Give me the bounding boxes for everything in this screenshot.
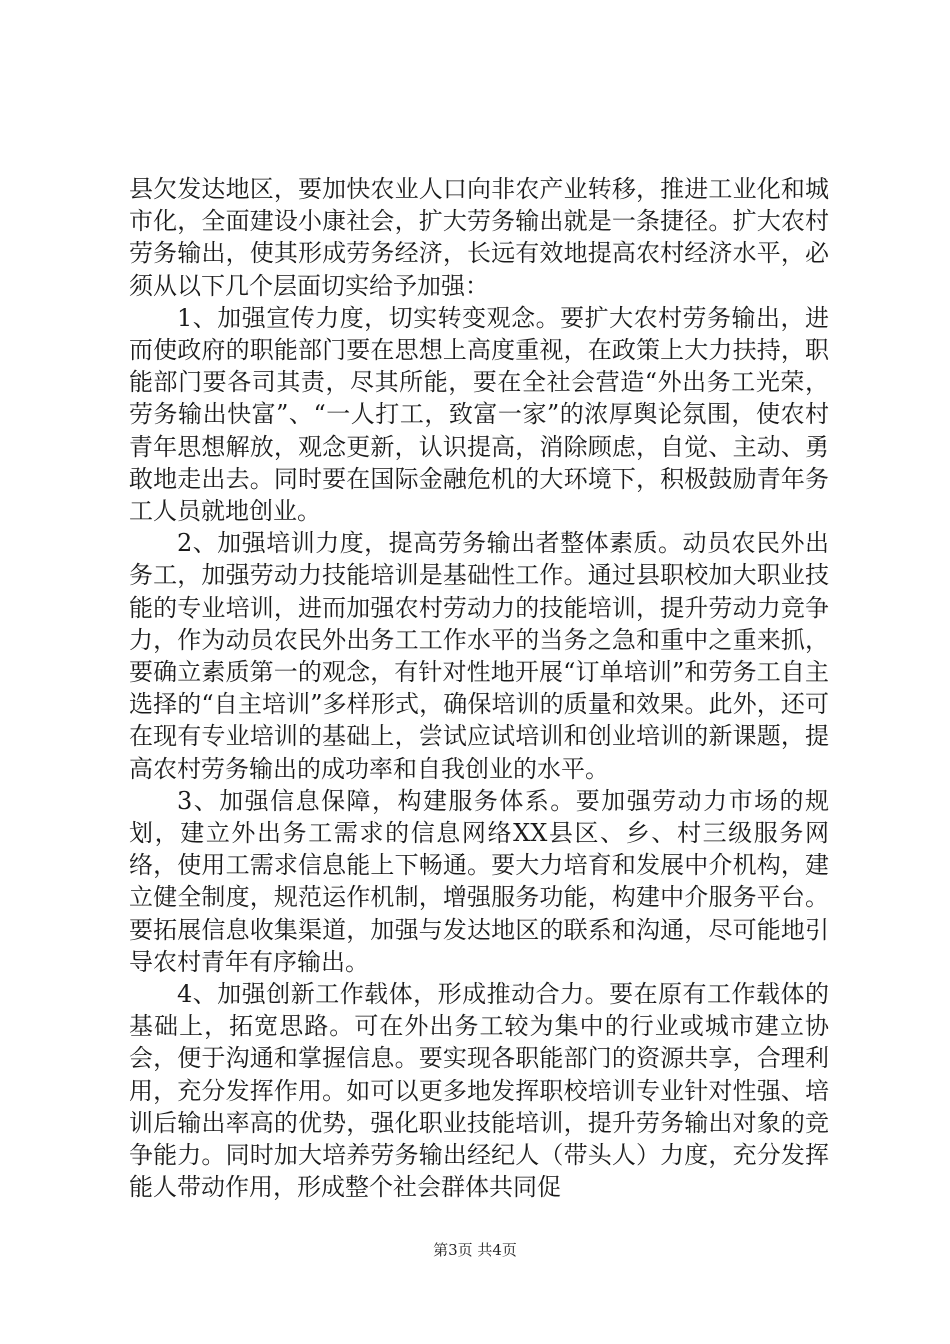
page-footer: 第3页 共4页 — [433, 1241, 517, 1259]
paragraph-3: 3、加强信息保障，构建服务体系。要加强劳动力市场的规划，建立外出务工需求的信息网络XX县区、乡、村三级服务网络，使用工需求信息能上下畅通。要大力培育和发展中介机构，建立健全制度，规范运作机制，增强服务功能，构建中介服务平台。要拓展信息收集渠道，加强与发达地区的联系和沟通，尽可能地引导农村青年有序输出。 — [129, 786, 829, 976]
paragraph-1: 1、加强宣传力度，切实转变观念。要扩大农村劳务输出，进而使政府的职能部门要在思想上高度重视，在政策上大力扶持，职能部门要各司其责，尽其所能，要在全社会营造“外出务工光荣，劳务输出快富”、“一人打工，致富一家”的浓厚舆论氛围，使农村青年思想解放，观念更新，认识提高，消除顾虑，自觉、主动、勇敢地走出去。同时要在国际金融危机的大环境下，积极鼓励青年务工人员就地创业。 — [129, 303, 829, 526]
paragraph-intro: 县欠发达地区，要加快农业人口向非农产业转移，推进工业化和城市化，全面建设小康社会，扩大劳务输出就是一条捷径。扩大农村劳务输出，使其形成劳务经济，长远有效地提高农村经济水平，必须从以下几个层面切实给予加强： — [129, 175, 829, 300]
paragraph-2: 2、加强培训力度，提高劳务输出者整体素质。动员农民外出务工，加强劳动力技能培训是基础性工作。通过县职校加大职业技能的专业培训，进而加强农村劳动力的技能培训，提升劳动力竞争力，作为动员农民外出务工工作水平的当务之急和重中之重来抓，要确立素质第一的观念，有针对性地开展“订单培训”和劳务工自主选择的“自主培训”多样形式，确保培训的质量和效果。此外，还可在现有专业培训的基础上，尝试应试培训和创业培训的新课题，提高农村劳务输出的成功率和自我创业的水平。 — [129, 529, 829, 783]
paragraph-4: 4、加强创新工作载体，形成推动合力。要在原有工作载体的基础上，拓宽思路。可在外出务工较为集中的行业或城市建立协会，便于沟通和掌握信息。要实现各职能部门的资源共享，合理利用，充分发挥作用。如可以更多地发挥职校培训专业针对性强、培训后输出率高的优势，强化职业技能培训，提升劳务输出对象的竞争能力。同时加大培养劳务输出经纪人（带头人）力度，充分发挥能人带动作用，形成整个社会群体共同促 — [129, 980, 829, 1202]
body-text — [129, 173, 829, 1204]
